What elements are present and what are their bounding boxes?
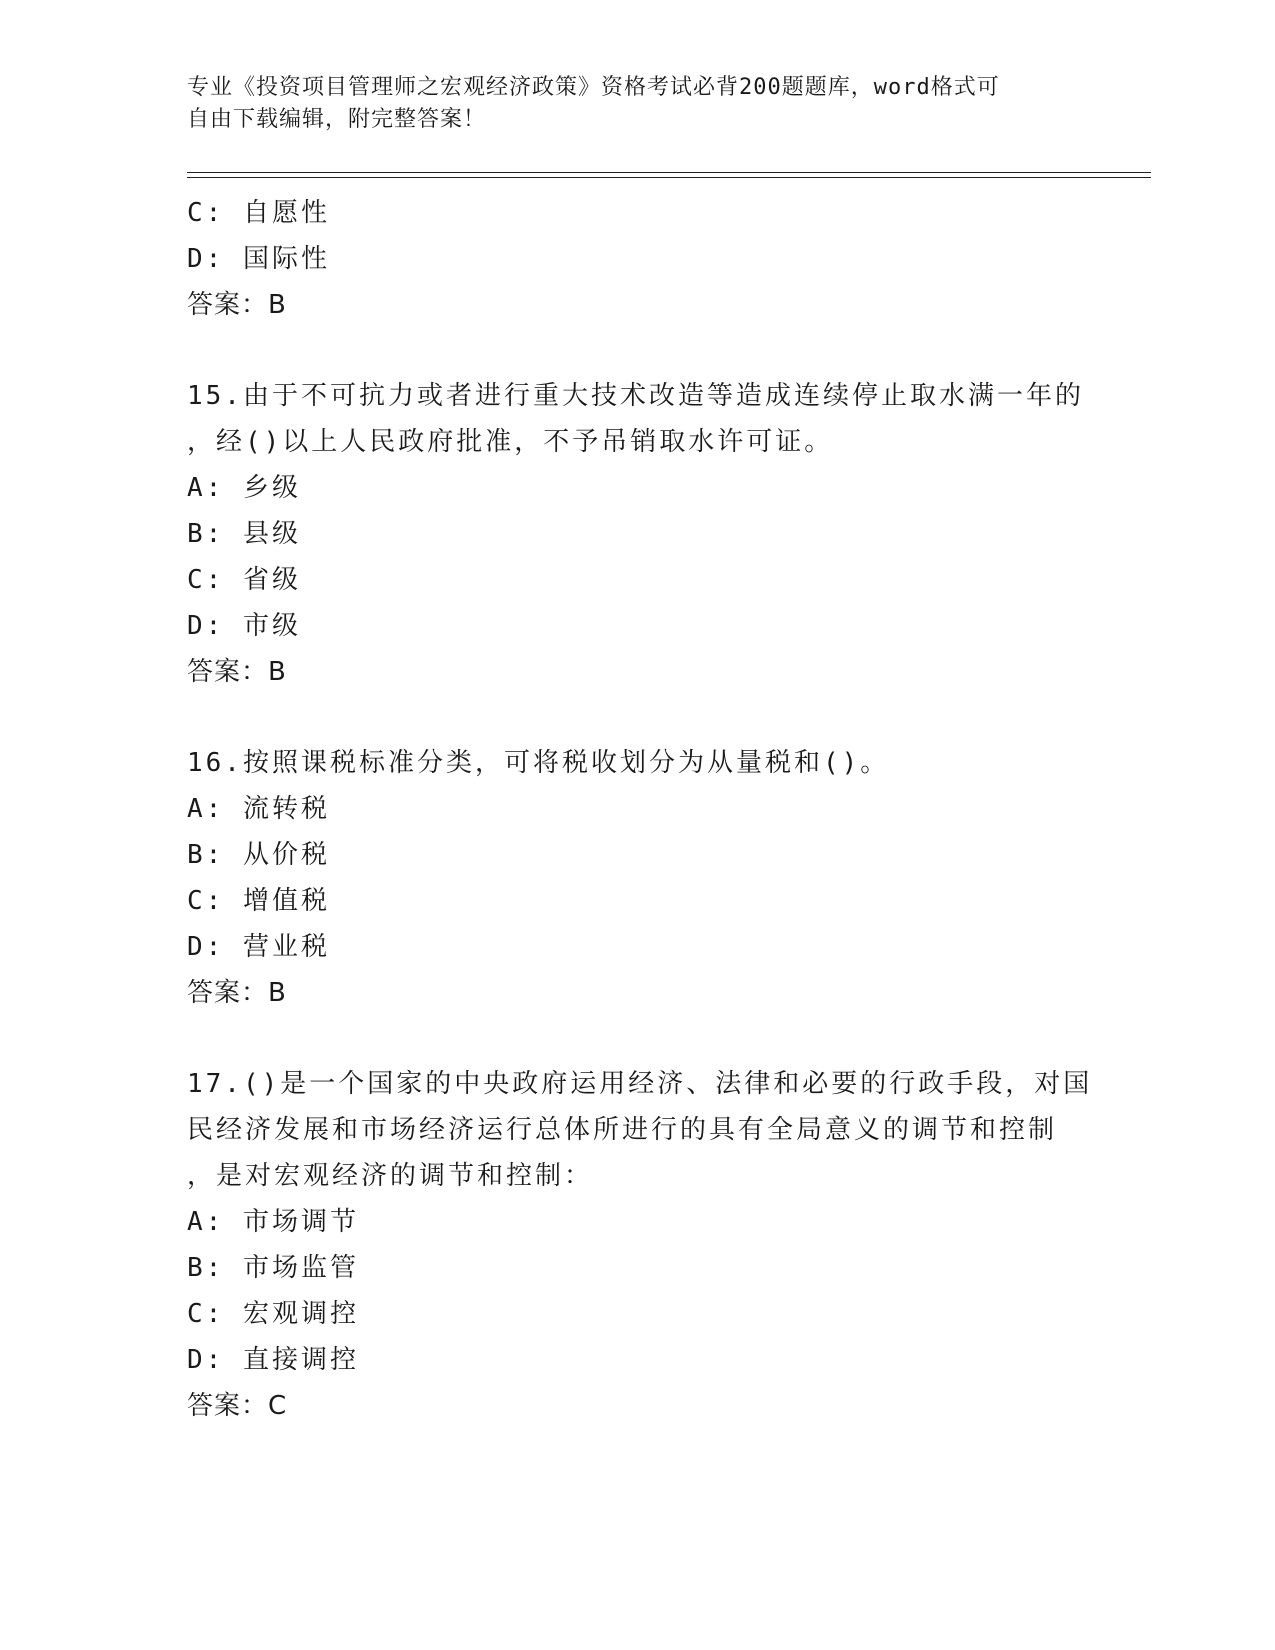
option-c: C: 省级 [187,565,301,595]
option-a: A: 流转税 [187,794,330,824]
question-15 [187,373,1087,695]
answer: 答案：B [187,657,287,687]
option-d: D: 国际性 [187,244,330,274]
question-text-line: 16.按照课税标准分类，可将税收划分为从量税和()。 [187,748,890,778]
header-title-line-1: 专业《投资项目管理师之宏观经济政策》资格考试必背200题题库，word格式可 [187,75,1000,100]
document-body [187,190,1093,1429]
answer: 答案：B [187,290,287,320]
option-b: B: 县级 [187,519,301,549]
header-title-line-2: 自由下载编辑，附完整答案！ [187,107,487,132]
option-b: B: 市场监管 [187,1253,359,1283]
option-a: A: 市场调节 [187,1207,359,1237]
option-d: D: 市级 [187,611,301,641]
question-14-tail [187,190,1087,328]
question-text-line: 民经济发展和市场经济运行总体所进行的具有全局意义的调节和控制 [187,1115,1058,1145]
answer: 答案：B [187,978,287,1008]
option-c: C: 自愿性 [187,198,330,228]
option-c: C: 宏观调控 [187,1299,359,1329]
option-d: D: 直接调控 [187,1345,359,1375]
header-divider-top [187,172,1151,173]
question-17 [187,1061,1093,1429]
question-text-line: 15.由于不可抗力或者进行重大技术改造等造成连续停止取水满一年的 [187,381,1084,411]
option-c: C: 增值税 [187,886,330,916]
question-text-line: ，经()以上人民政府批准，不予吊销取水许可证。 [187,427,834,457]
answer: 答案：C [187,1391,288,1421]
option-b: B: 从价税 [187,840,330,870]
header-divider-bottom [187,177,1151,178]
document-header [187,72,1067,136]
question-16 [187,740,1087,1016]
option-a: A: 乡级 [187,473,301,503]
question-text-line: 17.()是一个国家的中央政府运用经济、法律和必要的行政手段，对国 [187,1069,1093,1099]
option-d: D: 营业税 [187,932,330,962]
question-text-line: ，是对宏观经济的调节和控制： [187,1161,594,1191]
